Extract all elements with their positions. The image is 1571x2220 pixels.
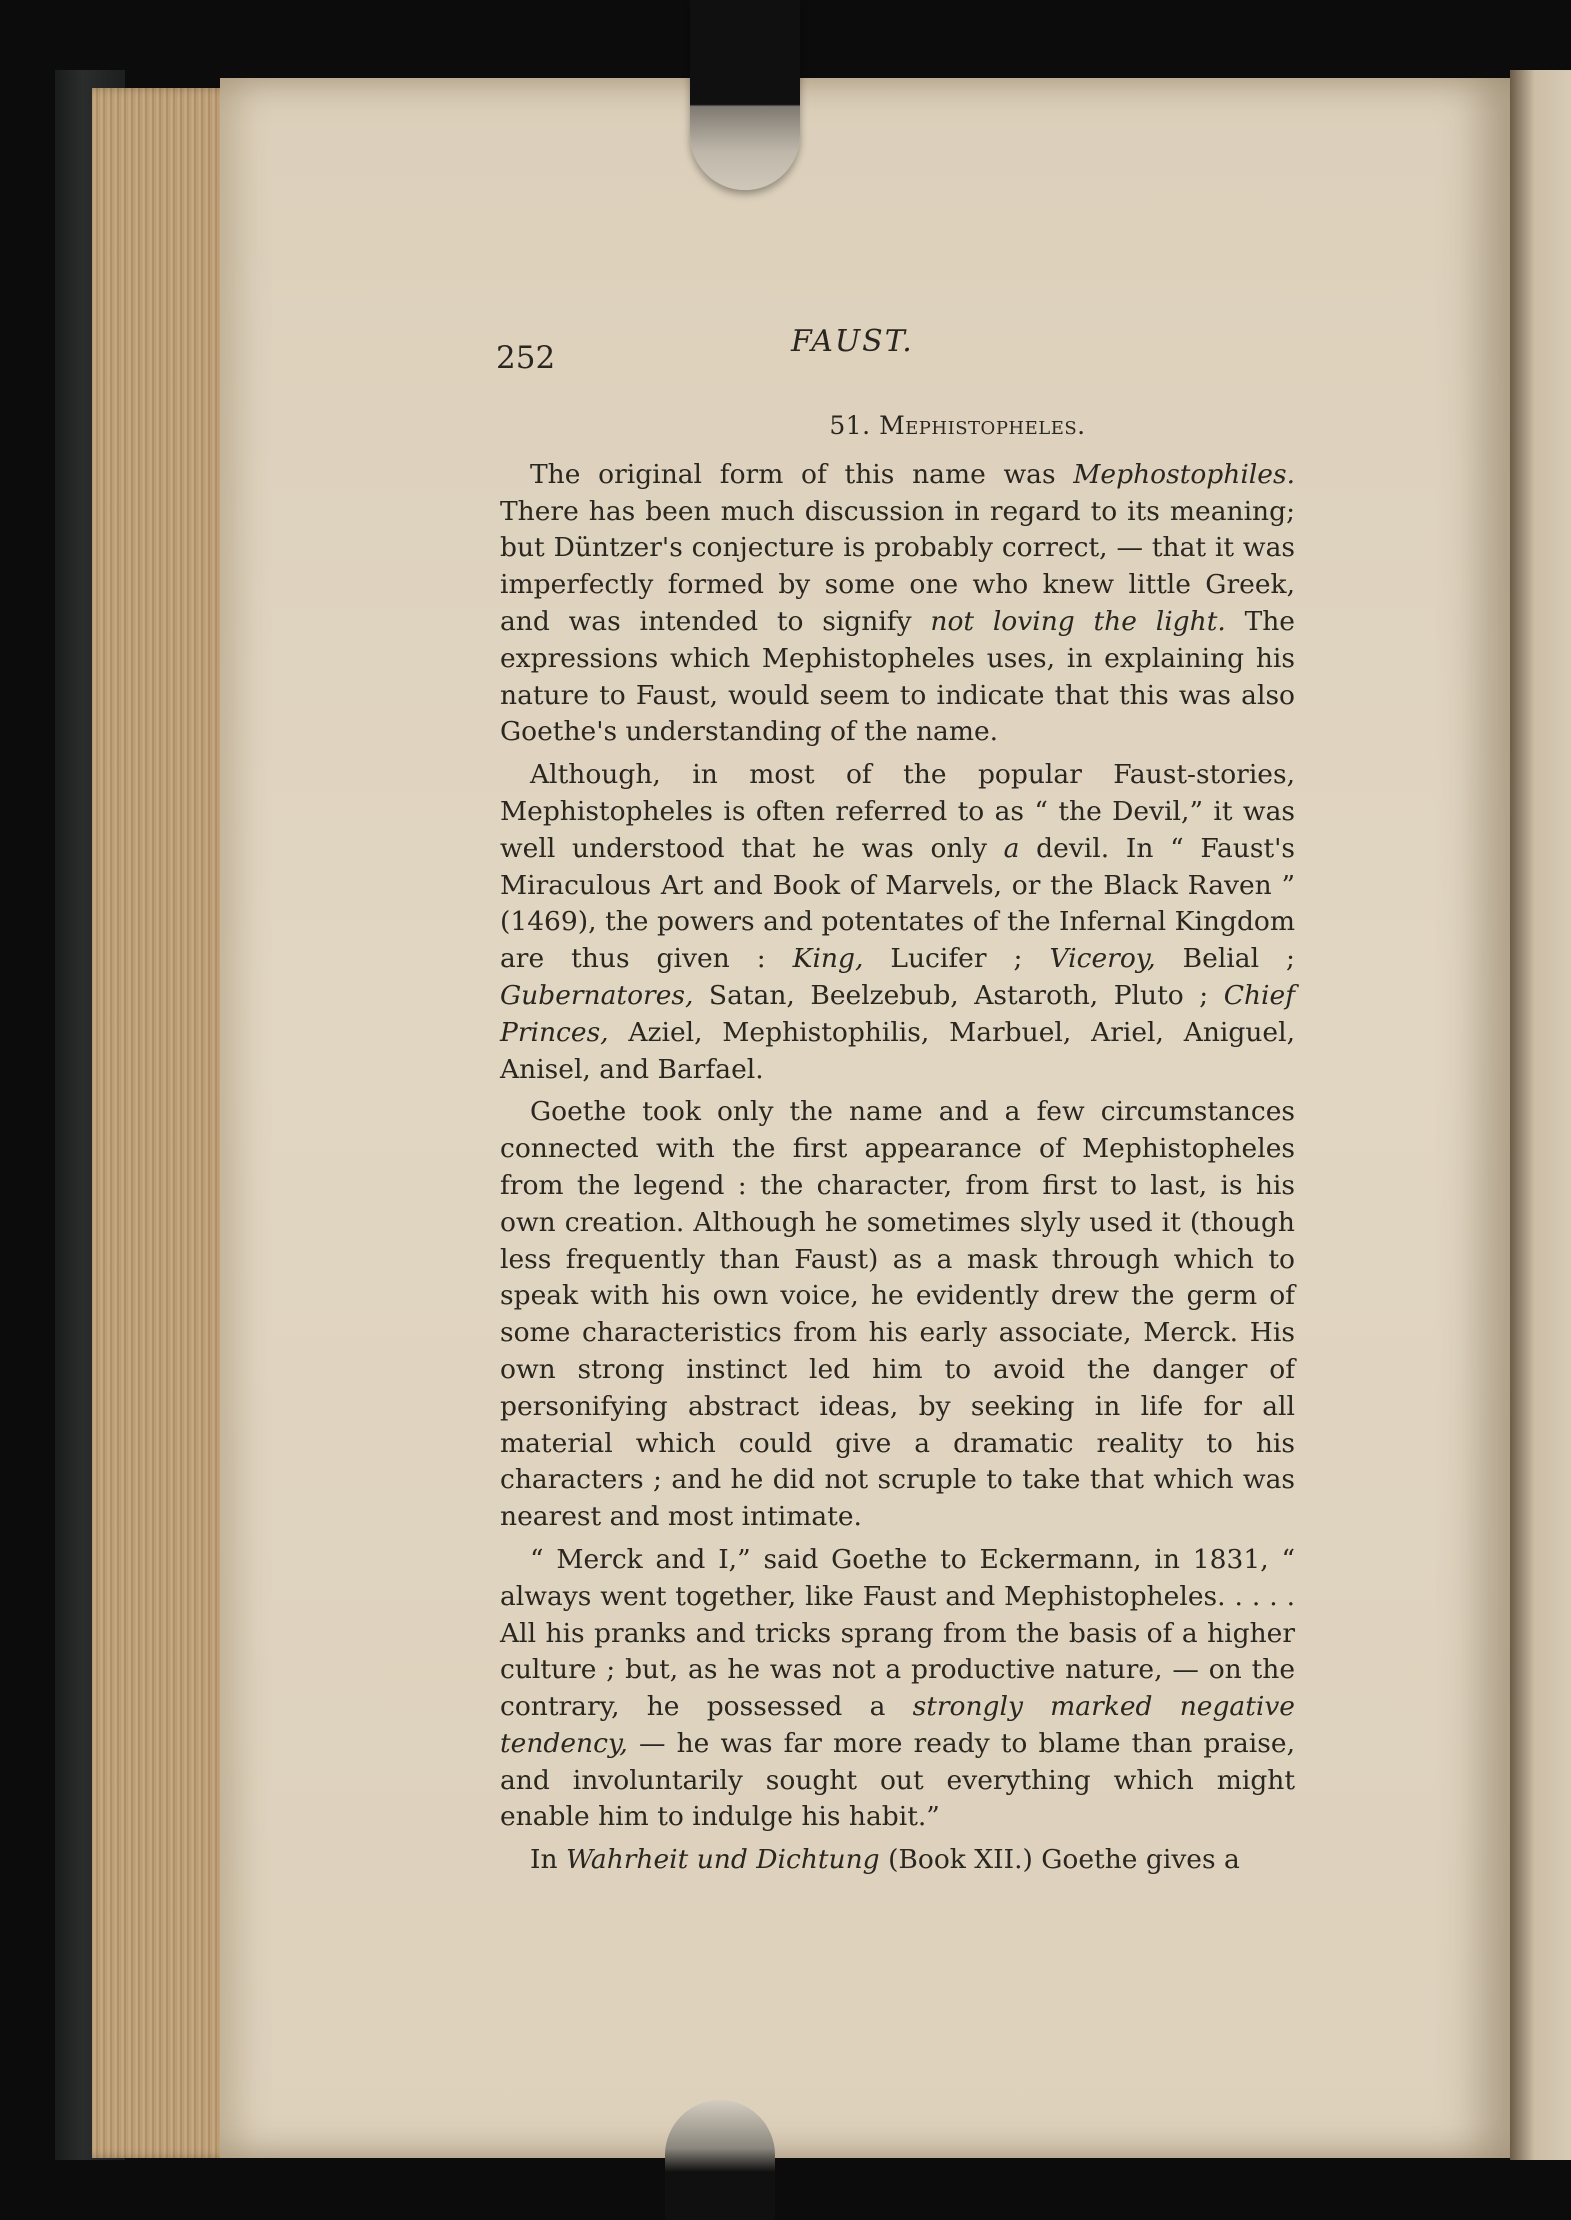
- paragraph: The original form of this name was Mephostophiles. There has been much discussion in regard to its meaning; but Düntzer's conjecture is probably correct, — that it was imperfectly formed by some one who knew little Greek, and was intended to signify not loving the light. The expressions which Mephistopheles uses, in explaining his nature to Faust, would seem to indicate that this was also Goethe's understanding of the name.: [500, 458, 1295, 748]
- paragraph: Goethe took only the name and a few circumstances connected with the first appearance of Mephistopheles from the legend : the character, from first to last, is his own creation. Although he sometimes slyly used it (though less frequently than Faust) as a mask through which to speak with his own voice, he evidently drew the germ of some characteristics from his early associate, Merck. His own strong instinct led him to avoid the danger of personifying abstract ideas, by seeking in life for all material which could give a dramatic reality to his characters ; and he did not scruple to take that which was nearest and most intimate.: [500, 1096, 1295, 1533]
- page-clip-top: [690, 0, 800, 190]
- paragraph: Although, in most of the popular Faust-stories, Mephistopheles is often referred to as “ the Devil,” it was well understood that he was only a devil. In “ Faust's Miraculous Art and Book of Marvels, or the Black Raven ” (1469), the powers and potentates of the Infernal Kingdom are thus given : King, Lucifer ; Viceroy, Belial ; Gubernatores, Satan, Beelzebub, Astaroth, Pluto ; Chief Princes, Aziel, Mephistophilis, Marbuel, Ariel, Aniguel, Anisel, and Barfael.: [500, 759, 1295, 1085]
- section-heading: [500, 408, 1295, 445]
- paragraph: “ Merck and I,” said Goethe to Eckermann, in 1831, “ always went together, like Faust and Mephistopheles. . . . . All his pranks and tricks sprang from the basis of a higher culture ; but, as he was not a productive nature, — on the contrary, he possessed a strongly marked negative tendency, — he was far more ready to blame than praise, and involuntarily sought out everything which might enable him to indulge his habit.”: [500, 1543, 1295, 1833]
- running-head: FAUST.: [791, 324, 914, 359]
- section-number: 51.: [829, 411, 871, 440]
- page-clip-bottom: [665, 2100, 775, 2220]
- paragraph: In Wahrheit und Dichtung (Book XII.) Goethe gives a: [530, 1844, 1240, 1876]
- page-number: 252: [496, 340, 556, 376]
- body-text: [500, 408, 1295, 1885]
- page-header: [496, 318, 1286, 376]
- facing-page-edge: [1510, 70, 1571, 2160]
- section-title: Mephistopheles.: [879, 411, 1086, 440]
